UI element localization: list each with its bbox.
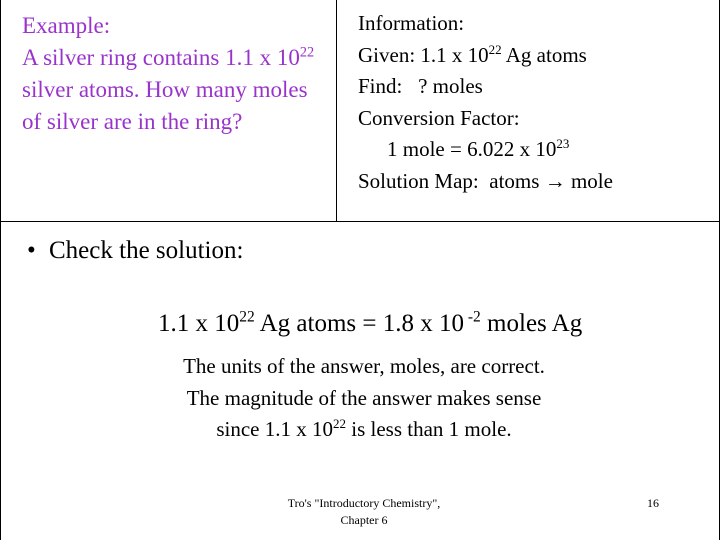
equation-middle: Ag atoms = 1.8 x 10 bbox=[254, 310, 464, 337]
given-unit: Ag atoms bbox=[501, 42, 587, 67]
equation-exponent-1: 22 bbox=[239, 308, 255, 326]
since-end: is less than 1 mole. bbox=[346, 417, 512, 441]
conversion-factor-label: Conversion Factor: bbox=[358, 105, 520, 130]
equation-end: moles Ag bbox=[480, 310, 583, 337]
example-heading: Example: bbox=[22, 13, 111, 38]
information-panel bbox=[358, 8, 714, 197]
since-line bbox=[120, 414, 608, 446]
question-start: A silver ring contains 1.1 x 10 bbox=[22, 45, 300, 70]
horizontal-divider bbox=[0, 221, 720, 222]
conversion-start: 1 mole = 6.022 x 10 bbox=[387, 137, 557, 161]
since-exponent: 22 bbox=[332, 416, 346, 432]
given-label: Given: 1.1 x 10 bbox=[358, 42, 489, 67]
equation-exponent-2: -2 bbox=[464, 308, 481, 326]
check-heading: Check the solution: bbox=[49, 237, 244, 264]
conversion-factor-line bbox=[358, 134, 714, 166]
given-line bbox=[358, 40, 714, 72]
footer-credit-line1: Tro's "Introductory Chemistry", bbox=[287, 496, 441, 510]
find-line: Find: ? moles bbox=[358, 74, 483, 98]
question-exponent: 22 bbox=[299, 44, 315, 61]
example-question bbox=[22, 10, 322, 138]
equation-start: 1.1 x 10 bbox=[158, 310, 240, 337]
given-exponent: 22 bbox=[488, 41, 502, 57]
solution-map-line bbox=[358, 166, 714, 198]
solution-map-end: mole bbox=[565, 168, 613, 193]
solution-equation bbox=[158, 306, 582, 342]
bullet-icon: • bbox=[27, 237, 36, 264]
units-line: The units of the answer, moles, are correct. bbox=[183, 354, 545, 378]
information-heading: Information: bbox=[358, 11, 465, 35]
example-question-text bbox=[22, 42, 322, 138]
solution-map-label: Solution Map: atoms bbox=[358, 168, 545, 193]
since-start: since 1.1 x 10 bbox=[216, 417, 333, 441]
magnitude-line: The magnitude of the answer makes sense bbox=[186, 385, 542, 410]
conversion-exponent: 23 bbox=[556, 136, 570, 152]
center-divider bbox=[336, 0, 337, 222]
footer-credit-line2: Chapter 6 bbox=[340, 513, 388, 527]
question-end: silver atoms. How many moles of silver are in the ring? bbox=[22, 77, 308, 134]
check-explanation bbox=[120, 351, 608, 446]
left-border bbox=[0, 0, 1, 540]
check-solution-bullet bbox=[27, 233, 243, 269]
footer-credit bbox=[270, 495, 458, 529]
page-number: 16 bbox=[647, 496, 659, 510]
arrow-icon: → bbox=[544, 168, 566, 193]
